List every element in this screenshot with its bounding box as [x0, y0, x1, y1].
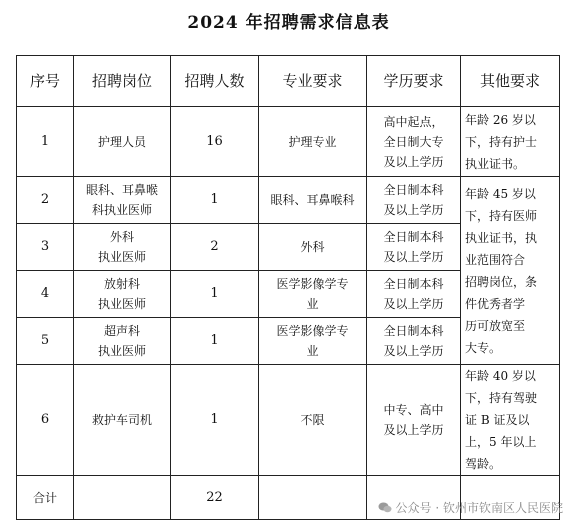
cell-position: 超声科 执业医师 — [74, 318, 171, 365]
table-row — [17, 177, 560, 224]
cell-major: 医学影像学专 业 — [259, 271, 367, 318]
total-count: 22 — [171, 476, 259, 520]
total-empty — [74, 476, 171, 520]
cell-no: 2 — [17, 177, 74, 224]
cell-count: 1 — [171, 177, 259, 224]
total-empty — [259, 476, 367, 520]
cell-other-shared: 年龄 45 岁以 下，持有医师 执业证书，执 业范围符合 招聘岗位，条 件优秀者学 历可放宽至 大专。 — [461, 177, 560, 365]
header-education: 学历要求 — [367, 56, 461, 107]
cell-count: 1 — [171, 365, 259, 476]
cell-position: 眼科、耳鼻喉 科执业医师 — [74, 177, 171, 224]
cell-position: 放射科 执业医师 — [74, 271, 171, 318]
cell-education: 全日制本科 及以上学历 — [367, 224, 461, 271]
cell-count: 16 — [171, 107, 259, 177]
cell-education: 全日制本科 及以上学历 — [367, 177, 461, 224]
cell-position: 护理人员 — [74, 107, 171, 177]
header-major: 专业要求 — [259, 56, 367, 107]
header-other: 其他要求 — [461, 56, 560, 107]
cell-count: 2 — [171, 224, 259, 271]
cell-major: 外科 — [259, 224, 367, 271]
cell-no: 6 — [17, 365, 74, 476]
page-title: 2024 年招聘需求信息表 — [187, 13, 390, 33]
cell-education: 中专、高中 及以上学历 — [367, 365, 461, 476]
table-row — [17, 365, 560, 476]
table-header-row — [17, 56, 560, 107]
cell-no: 4 — [17, 271, 74, 318]
watermark — [378, 499, 563, 516]
cell-education: 高中起点， 全日制大专 及以上学历 — [367, 107, 461, 177]
cell-major: 眼科、耳鼻喉科 — [259, 177, 367, 224]
cell-count: 1 — [171, 271, 259, 318]
cell-no: 5 — [17, 318, 74, 365]
cell-education: 全日制本科 及以上学历 — [367, 271, 461, 318]
header-count: 招聘人数 — [171, 56, 259, 107]
watermark-text: 公众号 · 钦州市钦南区人民医院 — [395, 501, 563, 515]
cell-major: 不限 — [259, 365, 367, 476]
table-row — [17, 107, 560, 177]
cell-other: 年龄 26 岁以 下，持有护士 执业证书。 — [461, 107, 560, 177]
header-position: 招聘岗位 — [74, 56, 171, 107]
cell-major: 护理专业 — [259, 107, 367, 177]
total-label: 合计 — [17, 476, 74, 520]
cell-major: 医学影像学专 业 — [259, 318, 367, 365]
cell-position: 救护车司机 — [74, 365, 171, 476]
recruitment-table — [16, 55, 560, 520]
cell-count: 1 — [171, 318, 259, 365]
cell-education: 全日制本科 及以上学历 — [367, 318, 461, 365]
cell-position: 外科 执业医师 — [74, 224, 171, 271]
cell-no: 1 — [17, 107, 74, 177]
wechat-icon — [378, 502, 392, 513]
cell-no: 3 — [17, 224, 74, 271]
cell-other: 年龄 40 岁以 下，持有驾驶 证 B 证及以 上，5 年以上 驾龄。 — [461, 365, 560, 476]
header-no: 序号 — [17, 56, 74, 107]
